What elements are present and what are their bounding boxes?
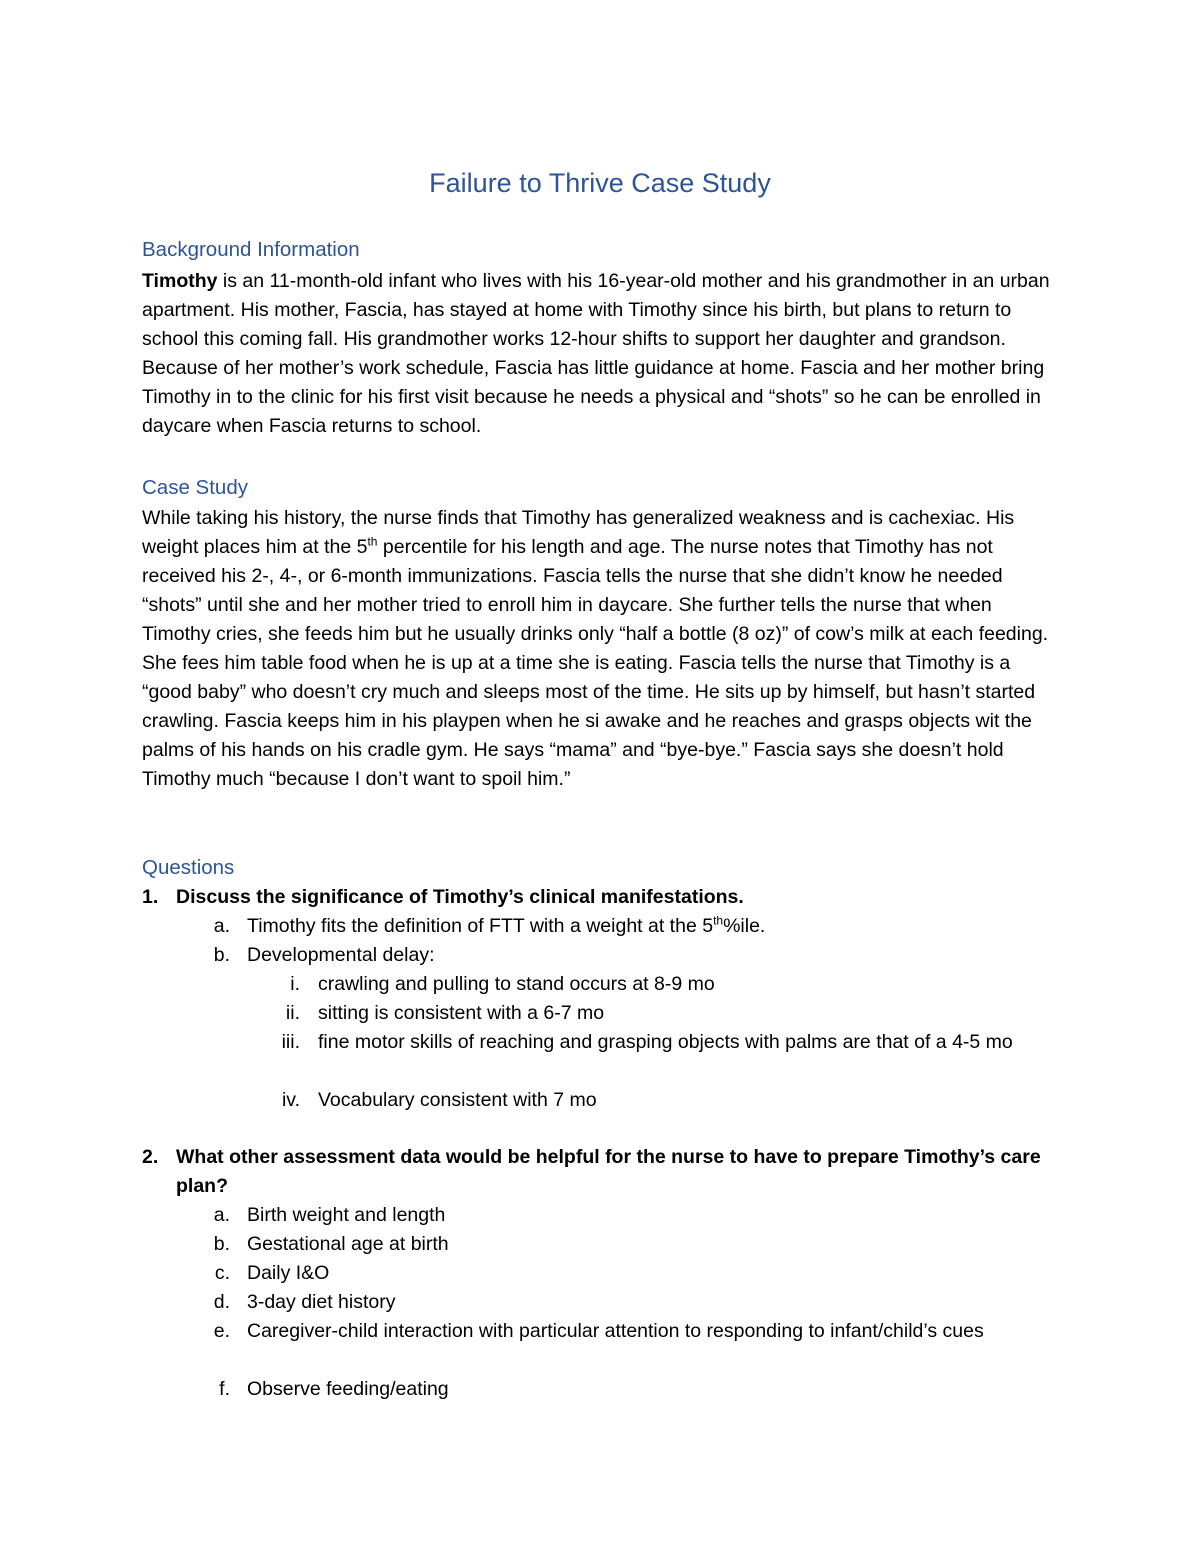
q2-item-text: Observe feeding/eating bbox=[247, 1378, 449, 1400]
questions-heading: Questions bbox=[142, 856, 235, 879]
background-text: is an 11-month-old infant who lives with his 16-year-old mother and his grandmother in an urban apartment. His mother, Fascia, has stayed at home with Timothy since his birth, but plans to return to school this coming fall. His grandmother works 12-hour shifts to support her daughter and grandson. Because of her mother’s work schedule, Fascia has little guidance at home. Fascia and her mother bring Timothy in to the clinic for his first visit because he needs a physical and “shots” so he can be enrolled in daycare when Fascia returns to school. bbox=[142, 270, 1050, 437]
case-text-b: percentile for his length and age. The nurse notes that Timothy has not received his 2-, 4-, or 6-month immunizations. Fascia tells the nurse that she didn’t know he needed “shots” until she and her mother tried to enroll him in daycare. She further tells the nurse that when Timothy cries, she feeds him but he usually drinks only “half a bottle (8 oz)” of cow’s milk at each feeding. She fees him table food when he is up at a time she is eating. Fascia tells the nurse that Timothy is a “good baby” who doesn’t cry much and sleeps most of the time. He sits up by himself, but hasn’t started crawling. Fascia keeps him in his playpen when he si awake and he reaches and grasps objects wit the palms of his hands on his cradle gym. He says “mama” and “bye-bye.” Fascia says she doesn’t hold Timothy much “because I don’t want to spoil him.” bbox=[142, 536, 1049, 790]
q1-subitem-text: crawling and pulling to stand occurs at 8-9 mo bbox=[318, 973, 715, 995]
case-study-heading: Case Study bbox=[142, 476, 248, 499]
q2-item-marker: a. bbox=[213, 1204, 230, 1226]
q2-item-text: Birth weight and length bbox=[247, 1204, 446, 1226]
document-title: Failure to Thrive Case Study bbox=[429, 168, 771, 198]
case-study-paragraph bbox=[142, 504, 1062, 794]
q1-item-a-text bbox=[247, 912, 1067, 941]
background-paragraph bbox=[142, 267, 1062, 441]
q2-item-marker: c. bbox=[214, 1262, 230, 1284]
q1-item-a-text-main: Timothy fits the definition of FTT with a weight at the 5 bbox=[247, 915, 714, 937]
question-1-text: Discuss the significance of Timothy’s clinical manifestations. bbox=[176, 886, 744, 908]
q1-item-a-superscript: th bbox=[713, 913, 724, 928]
q1-subitem-marker: i. bbox=[290, 973, 300, 995]
question-2-number: 2. bbox=[142, 1146, 159, 1168]
question-1-number: 1. bbox=[142, 886, 159, 908]
q2-item-marker: e. bbox=[213, 1320, 230, 1342]
q1-subitem-text: fine motor skills of reaching and grasping objects with palms are that of a 4-5 mo bbox=[318, 1031, 1013, 1053]
q1-item-b-marker: b. bbox=[213, 944, 230, 966]
q2-item-text: Caregiver-child interaction with particular attention to responding to infant/child’s cues bbox=[247, 1320, 984, 1342]
q1-subitem-text: sitting is consistent with a 6-7 mo bbox=[318, 1002, 605, 1024]
q2-item-marker: d. bbox=[213, 1291, 230, 1313]
question-2-text: What other assessment data would be helpful for the nurse to have to prepare Timothy’s care plan? bbox=[176, 1146, 1041, 1197]
case-superscript: th bbox=[367, 534, 378, 549]
q1-item-a-text-end: %ile. bbox=[723, 915, 766, 937]
case-text-a: While taking his history, the nurse finds that Timothy has generalized weakness and is cachexiac. His weight places him at the 5 bbox=[142, 507, 1015, 558]
q1-subitem-marker: iii. bbox=[281, 1031, 300, 1053]
q2-item-marker: f. bbox=[219, 1378, 230, 1400]
q1-item-b-text: Developmental delay: bbox=[247, 944, 435, 966]
q2-item-text: 3-day diet history bbox=[247, 1291, 396, 1313]
background-heading: Background Information bbox=[142, 238, 360, 261]
q1-item-a-marker: a. bbox=[213, 915, 230, 937]
q1-subitem-marker: ii. bbox=[285, 1002, 300, 1024]
q2-item-marker: b. bbox=[213, 1233, 230, 1255]
q2-item-text: Daily I&O bbox=[247, 1262, 330, 1284]
q1-subitem-marker: iv. bbox=[281, 1089, 300, 1111]
q2-item-text: Gestational age at birth bbox=[247, 1233, 449, 1255]
background-lead: Timothy bbox=[142, 270, 218, 292]
q1-subitem-text: Vocabulary consistent with 7 mo bbox=[318, 1089, 597, 1111]
